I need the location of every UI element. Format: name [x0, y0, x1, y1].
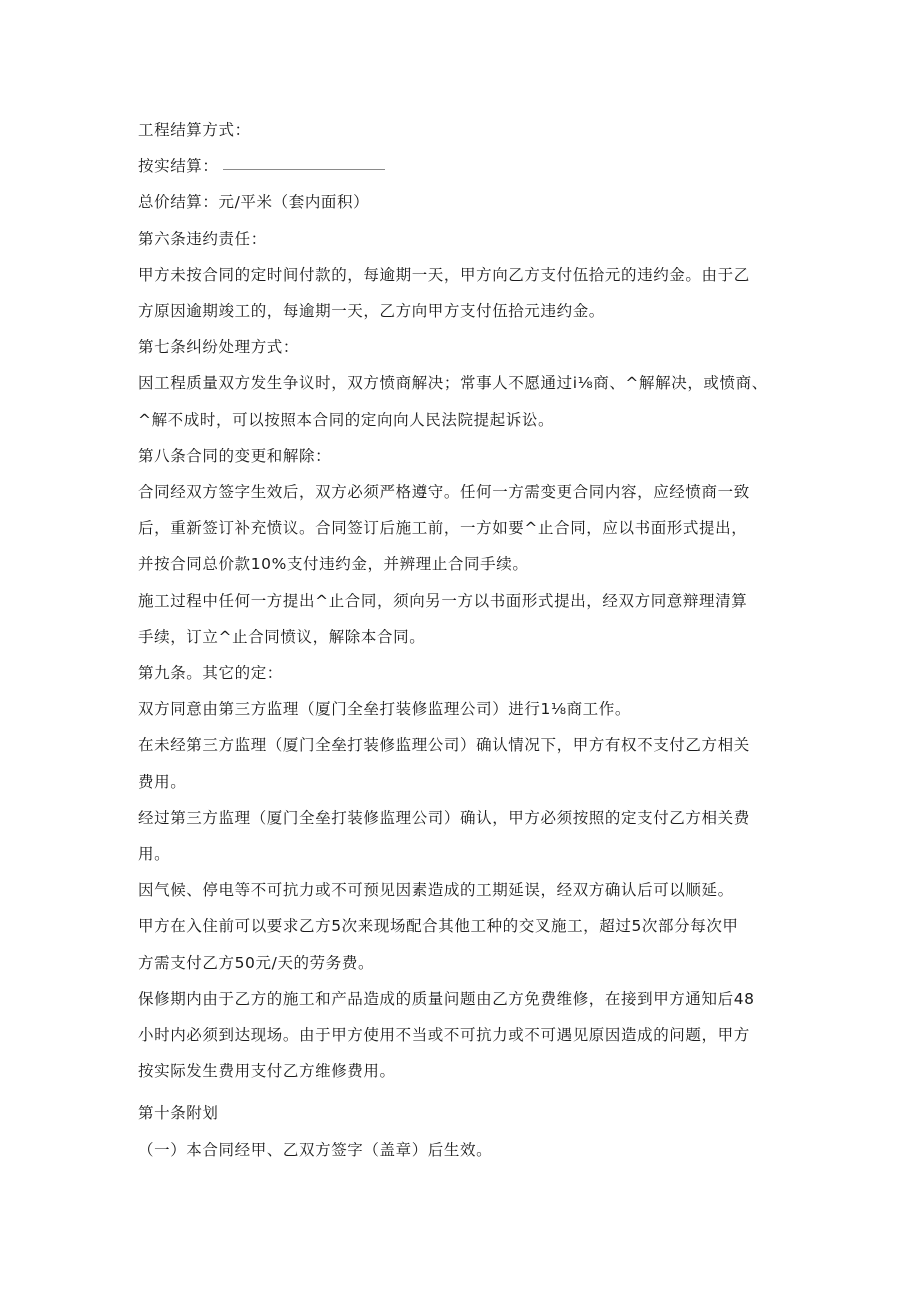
- paragraph-line: 经过第三方监理（厦门全垒打装修监理公司）确认，甲方必须按照的定支付乙方相关费: [138, 808, 750, 827]
- article-eight-heading: 第八条合同的变更和解除：: [138, 446, 332, 465]
- paragraph-line: 保修期内由于乙方的施工和产品造成的质量问题由乙方免费维修，在接到甲方通知后48: [138, 989, 755, 1008]
- paragraph-line: 用。: [138, 845, 171, 864]
- paragraph-line: 并按合同总价款10%支付违约金，并辨理止合同手续。: [138, 555, 529, 574]
- paragraph-line: 按实际发生费用支付乙方维修费用。: [138, 1062, 396, 1081]
- paragraph-line: 费用。: [138, 772, 187, 791]
- actual-settlement-label: 按实结算：: [138, 157, 219, 176]
- paragraph-line: 因气候、停电等不可抗力或不可预见因素造成的工期延误，经双方确认后可以顺延。: [138, 881, 734, 900]
- total-price-settlement-line: 总价结算：元/平米（套内面积）: [138, 193, 370, 212]
- paragraph-line: ^解不成时，可以按照本合同的定向向人民法院提起诉讼。: [138, 410, 555, 429]
- blank-fill-line: [223, 168, 385, 170]
- article-seven-heading: 第七条纠纷处理方式：: [138, 338, 300, 357]
- paragraph-line: 因工程质量双方发生争议时，双方愤商解决；常事人不愿通过i⅛商、^解解决，或愤商、: [138, 374, 768, 393]
- article-ten-heading: 第十条附划: [138, 1104, 219, 1123]
- paragraph-line: 施工过程中任何一方提出^止合同，须向另一方以书面形式提出，经双方同意辩理清算: [138, 591, 748, 610]
- contract-text: [138, 112, 798, 1168]
- settlement-method-heading: 工程结算方式：: [138, 121, 251, 139]
- actual-settlement-line: [138, 148, 798, 184]
- article-six-heading: 第六条违约责任：: [138, 229, 267, 248]
- paragraph-line: 甲方在入住前可以要求乙方5次来现场配合其他工种的交叉施工，超过5次部分每次甲: [138, 917, 739, 936]
- paragraph-line: 方需支付乙方50元/天的劳务费。: [138, 953, 375, 972]
- paragraph-line: 在未经第三方监理（厦门全垒打装修监理公司）确认情况下，甲方有权不支付乙方相关: [138, 736, 750, 755]
- paragraph-line: 手续，订立^止合同愤议，解除本合同。: [138, 627, 426, 646]
- paragraph-line: 小时内必须到达现场。由于甲方使用不当或不可抗力或不可遇见原因造成的问题，甲方: [138, 1026, 750, 1045]
- paragraph-line: 双方同意由第三方监理（厦门全垒打装修监理公司）进行1⅛商工作。: [138, 700, 631, 719]
- paragraph-line: 甲方未按合同的定时间付款的，每逾期一天，甲方向乙方支付伍拾元的违约金。由于乙: [138, 265, 750, 284]
- paragraph-line: （一）本合同经甲、乙双方签字（盖章）后生效。: [138, 1140, 493, 1159]
- paragraph-line: 合同经双方签字生效后，双方必须严格遵守。任何一方需变更合同内容，应经愤商一致: [138, 483, 750, 502]
- article-nine-heading: 第九条。其它的定：: [138, 664, 283, 683]
- paragraph-line: 方原因逾期竣工的，每逾期一天，乙方向甲方支付伍拾元违约金。: [138, 302, 605, 321]
- paragraph-line: 后，重新签订补充愤议。合同签订后施工前，一方如要^止合同，应以书面形式提出，: [138, 519, 748, 538]
